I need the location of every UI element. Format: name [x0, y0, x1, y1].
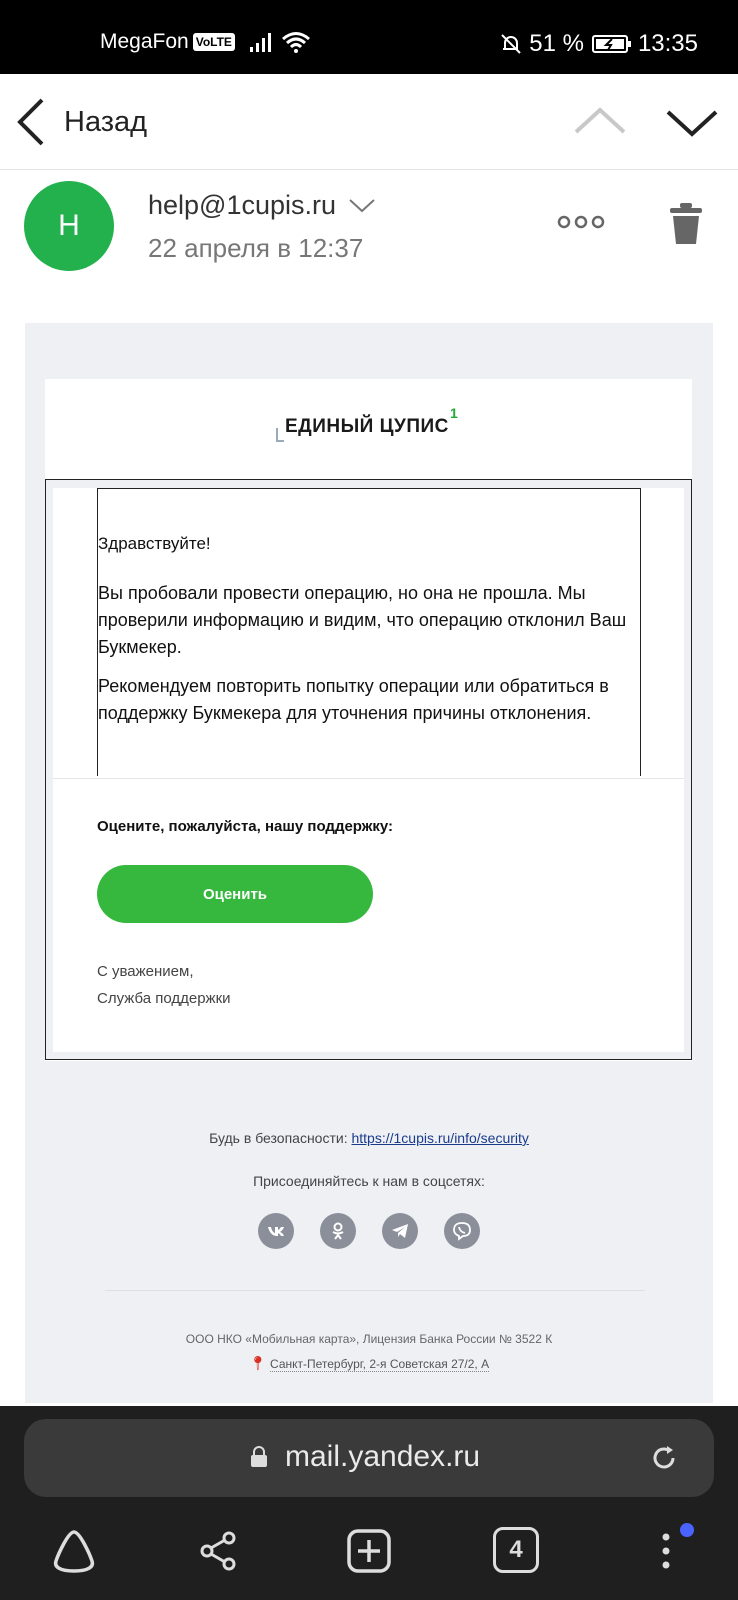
url-text[interactable]: mail.yandex.ru	[285, 1440, 481, 1473]
lock-icon	[250, 1446, 268, 1468]
message-paragraph-1: Вы пробовали провести операцию, но она не прошла. Мы проверили информацию и видим, что операцию отклонил Ваш Букмекер.	[98, 583, 627, 657]
chevron-down-icon	[348, 198, 376, 214]
tabs-count-button[interactable]: 4	[493, 1527, 539, 1573]
message-date: 22 апреля в 12:37	[148, 233, 364, 263]
volte-badge: VoLTE	[193, 33, 235, 51]
status-right	[499, 30, 698, 58]
sender-avatar: H	[24, 181, 114, 271]
previous-message-button[interactable]	[572, 102, 628, 142]
location-pin-icon: 📍︎	[248, 1355, 267, 1371]
share-icon	[194, 1527, 242, 1575]
greeting: Здравствуйте!	[98, 534, 211, 553]
security-note	[0, 1130, 738, 1146]
brand-logo-superscript: 1	[450, 405, 458, 421]
rate-button[interactable]: Оценить	[97, 865, 373, 923]
battery-charging-icon	[592, 34, 632, 54]
security-link[interactable]: https://1cupis.ru/info/security	[351, 1130, 529, 1146]
alice-icon	[50, 1527, 98, 1575]
signature-line-1: С уважением,	[97, 963, 194, 980]
vk-icon[interactable]	[258, 1213, 294, 1249]
status-left	[100, 30, 311, 54]
social-title: Присоединяйтесь к нам в соцсетях:	[253, 1173, 485, 1189]
sender-address[interactable]	[148, 190, 376, 221]
footer-divider	[105, 1290, 645, 1291]
chevron-left-icon	[14, 96, 46, 148]
signal-icon	[249, 31, 275, 53]
battery-percent: 51 %	[529, 30, 584, 57]
reload-button[interactable]	[650, 1444, 678, 1472]
signature	[97, 958, 231, 1012]
social-links	[258, 1213, 480, 1249]
clock: 13:35	[637, 30, 698, 57]
address-text: Санкт-Петербург, 2-я Советская 27/2, А	[270, 1357, 490, 1371]
viber-icon[interactable]	[444, 1213, 480, 1249]
odnoklassniki-icon[interactable]	[320, 1213, 356, 1249]
next-message-button[interactable]	[664, 102, 720, 142]
logo-corner-mark	[276, 428, 284, 442]
company-address[interactable]	[0, 1355, 738, 1372]
legal-info: ООО НКО «Мобильная карта», Лицензия Банка России № 3522 К	[185, 1332, 553, 1346]
rate-question: Оцените, пожалуйста, нашу поддержку:	[97, 818, 394, 835]
mute-bell-icon	[499, 32, 523, 56]
signature-line-2: Служба поддержки	[97, 990, 231, 1007]
plus-square-icon	[345, 1527, 393, 1575]
alice-assistant-button[interactable]	[50, 1527, 98, 1575]
security-label: Будь в безопасности:	[209, 1130, 348, 1146]
sender-email: help@1cupis.ru	[148, 190, 337, 220]
new-tab-button[interactable]	[345, 1527, 393, 1575]
message-paragraph-2: Рекомендуем повторить попытку операции или обратиться в поддержку Букмекера для уточнения причины отклонения.	[98, 676, 609, 723]
delete-button[interactable]	[668, 202, 704, 246]
divider	[53, 778, 684, 779]
back-label: Назад	[64, 105, 148, 138]
more-options-button[interactable]	[556, 212, 606, 232]
share-button[interactable]	[194, 1527, 242, 1575]
telegram-icon[interactable]	[382, 1213, 418, 1249]
brand-logo: ЕДИНЫЙ ЦУПИС	[285, 416, 449, 437]
status-bar	[0, 0, 738, 74]
mail-header	[0, 74, 738, 170]
notification-dot	[680, 1523, 694, 1537]
carrier-name: MegaFon	[100, 30, 189, 53]
wifi-icon	[281, 30, 311, 54]
back-button[interactable]	[14, 96, 154, 148]
